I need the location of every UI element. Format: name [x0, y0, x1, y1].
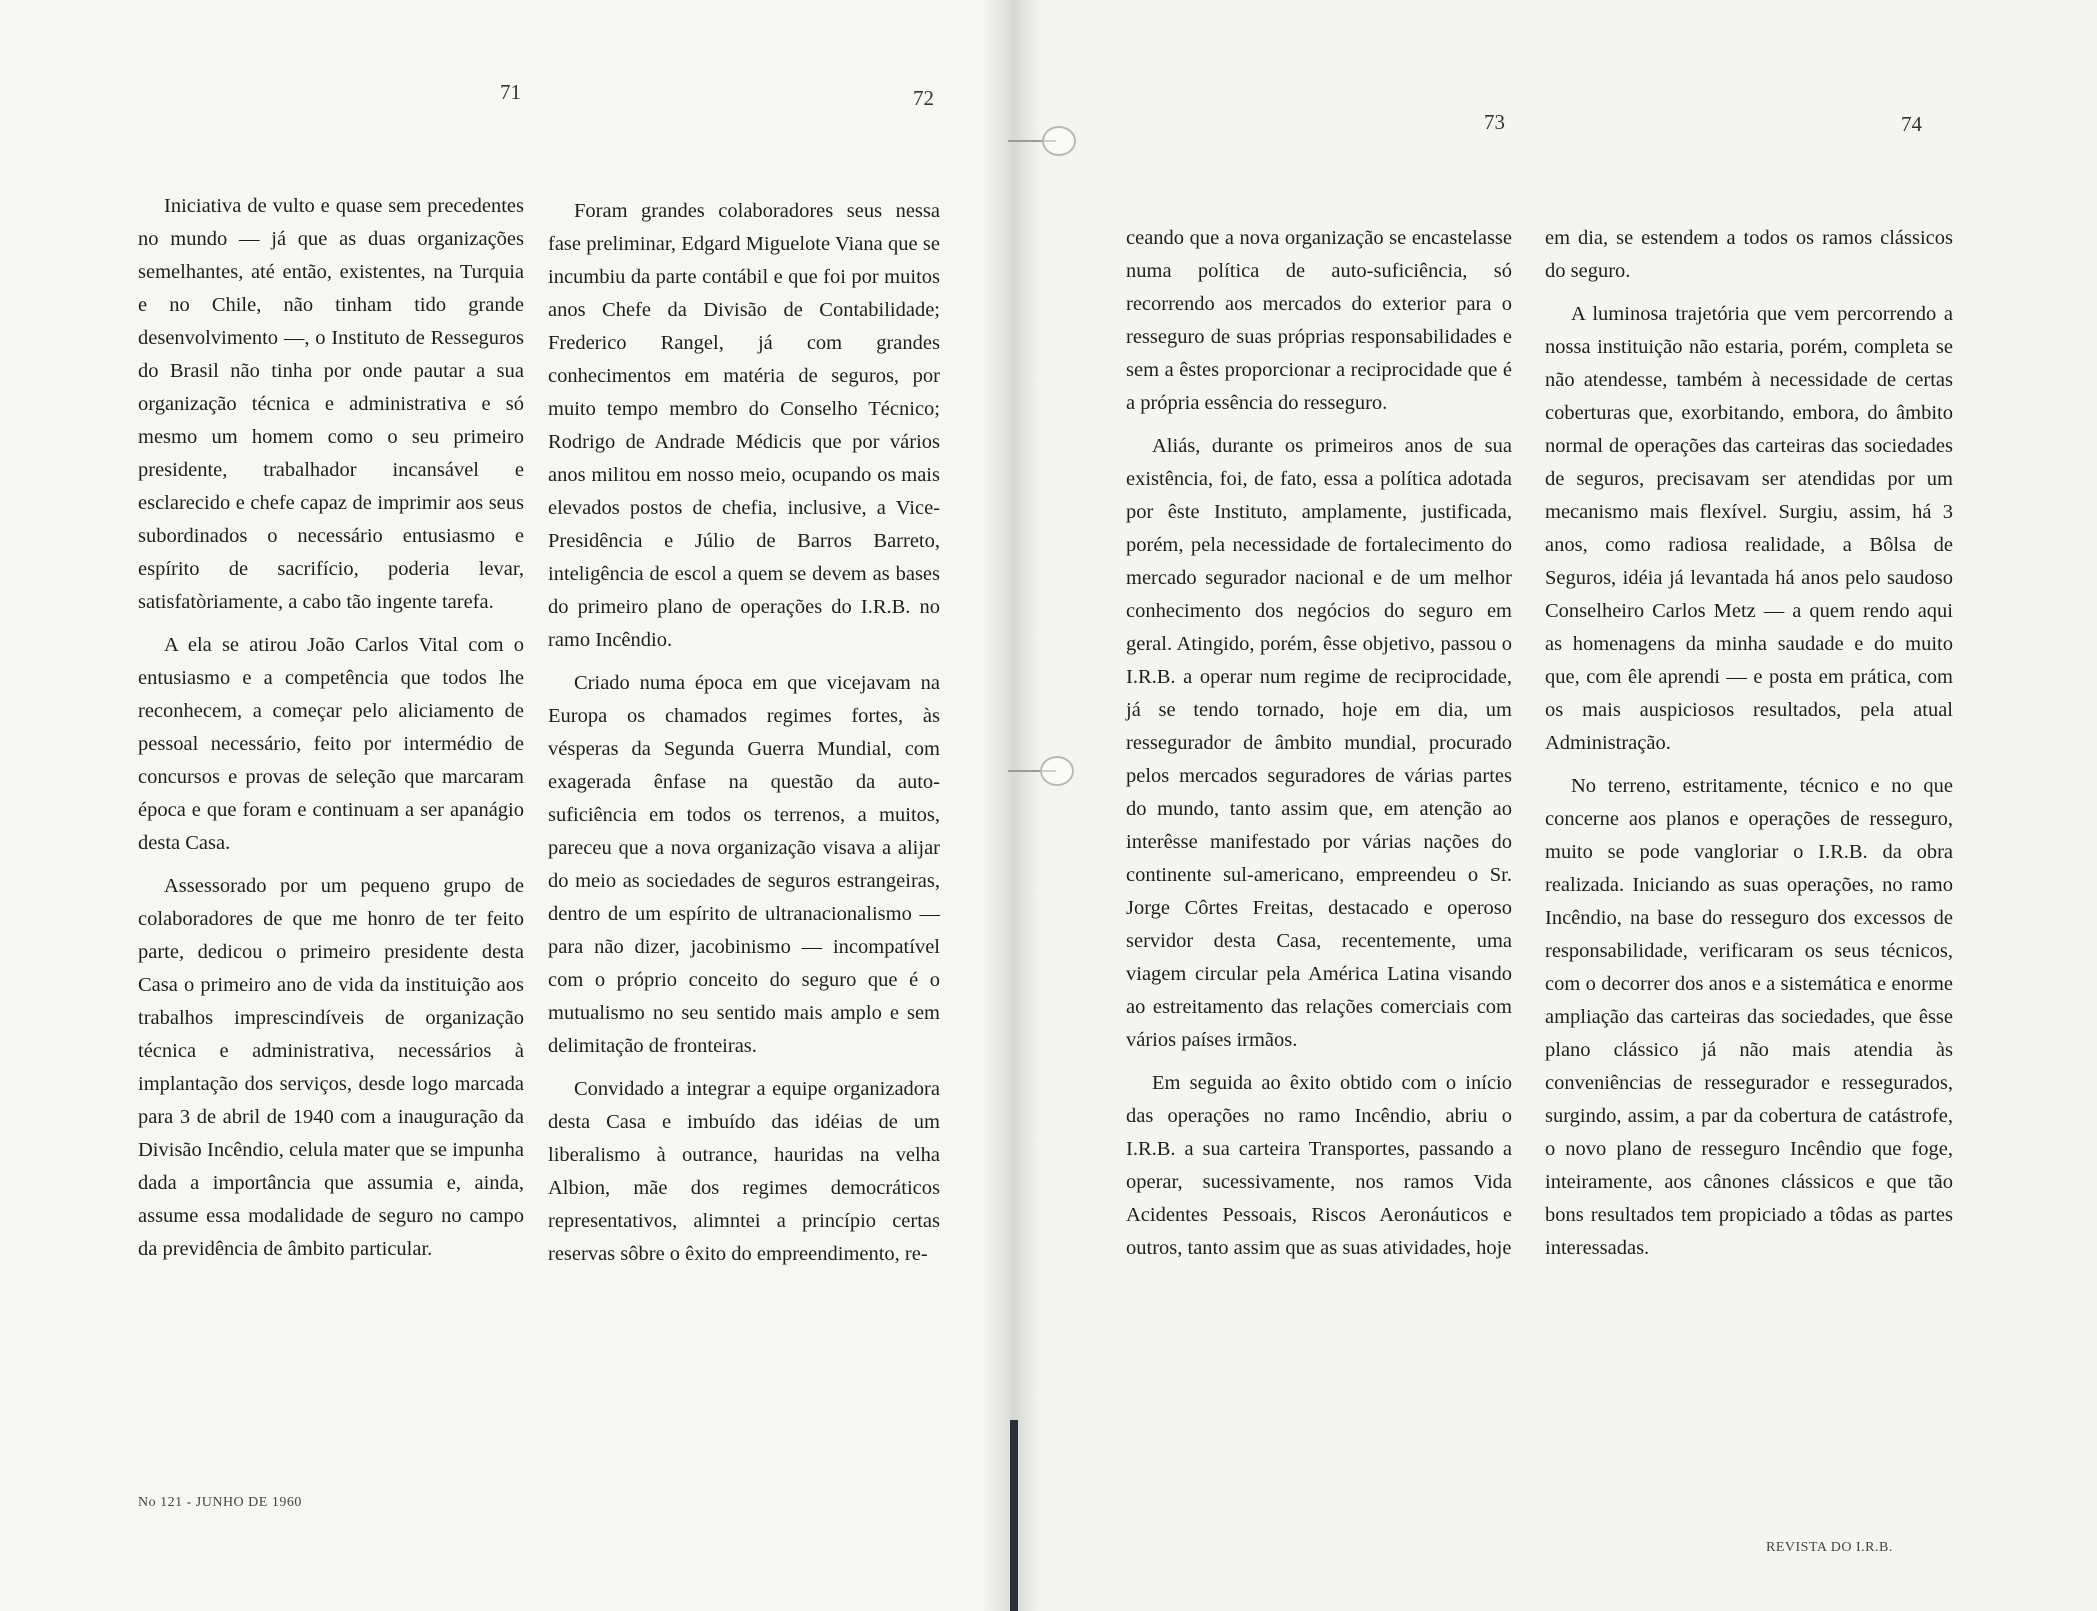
page-number-71: 71 — [500, 80, 521, 104]
footer-journal: REVISTA DO I.R.B. — [1766, 1540, 1893, 1555]
binding-edge — [1010, 1420, 1018, 1611]
gutter-shadow — [982, 0, 1010, 1611]
paragraph: Foram grandes colaboradores seus nessa fase preliminar, Edgard Miguelote Viana que se incumbiu da parte contábil e que foi por muitos anos Chefe da Divisão de Contabilidade; Frederico Rangel, já com grandes conhecimentos em matéria de seguros, por muito tempo membro do Conselho Técnico; Rodrigo de Andrade Médicis que por vários anos militou em nosso meio, ocupando os mais elevados postos de chefia, inclusive, a Vice-Presidência e Júlio de Barros Barreto, inteligência de escol a quem se devem as bases do primeiro plano de operações do I.R.B. no ramo Incêndio. — [548, 200, 940, 651]
paragraph: Convidado a integrar a equipe organizadora desta Casa e imbuído das idéias de um liberalismo à outrance, hauridas na velha Albion, mãe dos regimes democráticos representativos, alimntei a princípio certas reservas sôbre o êxito do empreendimento, re- — [548, 1078, 940, 1265]
paragraph: Criado numa época em que vicejavam na Europa os chamados regimes fortes, às vésperas da Segunda Guerra Mundial, com exagerada ênfase na questão da auto-suficiência em todos os terrenos, a muitos, pareceu que a nova organização visava a alijar do meio as sociedades de seguros estrangeiras, dentro de um espírito de ultranacionalismo — para não dizer, jacobinismo — incompatível com o próprio conceito do seguro que é o mutualismo no seu sentido mais amplo e sem delimitação de fronteiras. — [548, 672, 940, 1057]
column-page-73 — [1126, 222, 1512, 1265]
paragraph: No terreno, estritamente, técnico e no que concerne aos planos e operações de resseguro, muito se pode vangloriar o I.R.B. da obra realizada. Iniciando as suas operações, no ramo Incêndio, na base do resseguro dos excessos de responsabilidade, verificaram os seus técnicos, com o decorrer dos anos e a sistemática e enorme ampliação das carteiras das sociedades, que êsse plano clássico já não mais atendia às conveniências de ressegurador e ressegurados, surgindo, assim, a par da cobertura de catástrofe, o novo plano de resseguro Incêndio que foge, inteiramente, aos cânones clássicos e que tão bons resultados tem propiciado a tôdas as partes interessadas. — [1545, 775, 1953, 1259]
column-page-74 — [1545, 222, 1953, 1265]
paragraph: A luminosa trajetória que vem percorrendo a nossa instituição não estaria, porém, completa se não atendesse, também à necessidade de certas coberturas que, exorbitando, embora, do âmbito normal de operações das carteiras das sociedades de seguros, precisavam ser atendidas por um mecanismo mais flexível. Surgiu, assim, há 3 anos, como radiosa realidade, a Bôlsa de Seguros, idéia já levantada há anos pelo saudoso Conselheiro Carlos Metz — a quem rendo aqui as homenagens da minha saudade e do muito que, com êle aprendi — e posta em prática, com os mais auspiciosos resultados, pela atual Administração. — [1545, 303, 1953, 754]
column-page-71 — [138, 190, 524, 1266]
paragraph: A ela se atirou João Carlos Vital com o entusiasmo e a competência que todos lhe reconhecem, a começar pelo aliciamento de pessoal necessário, feito por intermédio de concursos e provas de seleção que marcaram época e que foram e continuam a ser apanágio desta Casa. — [138, 634, 524, 854]
page-number-72: 72 — [913, 86, 934, 110]
staple-icon — [1040, 756, 1074, 786]
paragraph: Assessorado por um pequeno grupo de colaboradores de que me honro de ter feito parte, dedicou o primeiro presidente desta Casa o primeiro ano de vida da instituição aos trabalhos imprescindíveis de organização técnica e administrativa, necessários à implantação dos serviços, desde logo marcada para 3 de abril de 1940 com a inauguração da Divisão Incêndio, celula mater que se impunha dada a importância que assumia e, ainda, assume essa modalidade de seguro no campo da previdência de âmbito particular. — [138, 875, 524, 1260]
footer-issue: No 121 - JUNHO DE 1960 — [138, 1495, 302, 1510]
page-number-74: 74 — [1901, 112, 1922, 136]
paragraph: Aliás, durante os primeiros anos de sua existência, foi, de fato, essa a política adotada por êste Instituto, amplamente, justificada, porém, pela necessidade de fortalecimento do mercado segurador nacional e de um melhor conhecimento dos negócios do seguro em geral. Atingido, porém, êsse objetivo, passou o I.R.B. a operar num regime de reciprocidade, já se tendo tornado, hoje em dia, um ressegurador de âmbito mundial, procurado pelos mercados seguradores de várias partes do mundo, tanto assim que, em atenção ao interêsse manifestado por várias nações do continente sul-americano, empreendeu o Sr. Jorge Côrtes Freitas, destacado e operoso servidor desta Casa, recentemente, uma viagem circular pela América Latina visando ao estreitamento das relações comerciais com vários países irmãos. — [1126, 435, 1512, 1051]
paragraph: ceando que a nova organização se encastelasse numa política de auto-suficiência, só recorrendo aos mercados do exterior para o resseguro de suas próprias responsabilidades e sem a êstes proporcionar a reciprocidade que é a própria essência do resseguro. — [1126, 227, 1512, 414]
paragraph: Em seguida ao êxito obtido com o início das operações no ramo Incêndio, abriu o I.R.B. a sua carteira Transportes, passando a operar, sucessivamente, nos ramos Vida Acidentes Pessoais, Riscos Aeronáuticos e outros, tanto assim que as suas atividades, hoje — [1126, 1072, 1512, 1259]
left-page — [0, 0, 1010, 1611]
right-page — [1018, 0, 2097, 1611]
gutter-shadow — [1018, 0, 1040, 1611]
page-number-73: 73 — [1484, 110, 1505, 134]
paragraph: em dia, se estendem a todos os ramos clássicos do seguro. — [1545, 227, 1953, 282]
staple-icon — [1042, 126, 1076, 156]
column-page-72 — [548, 195, 940, 1271]
paragraph: Iniciativa de vulto e quase sem precedentes no mundo — já que as duas organizações semelhantes, até então, existentes, na Turquia e no Chile, não tinham tido grande desenvolvimento —, o Instituto de Resseguros do Brasil não tinha por onde pautar a sua organização técnica e administrativa e só mesmo um homem como o seu primeiro presidente, trabalhador incansável e esclarecido e chefe capaz de imprimir aos seus subordinados o necessário entusiasmo e espírito de sacrifício, poderia levar, satisfatòriamente, a cabo tão ingente tarefa. — [138, 195, 524, 613]
